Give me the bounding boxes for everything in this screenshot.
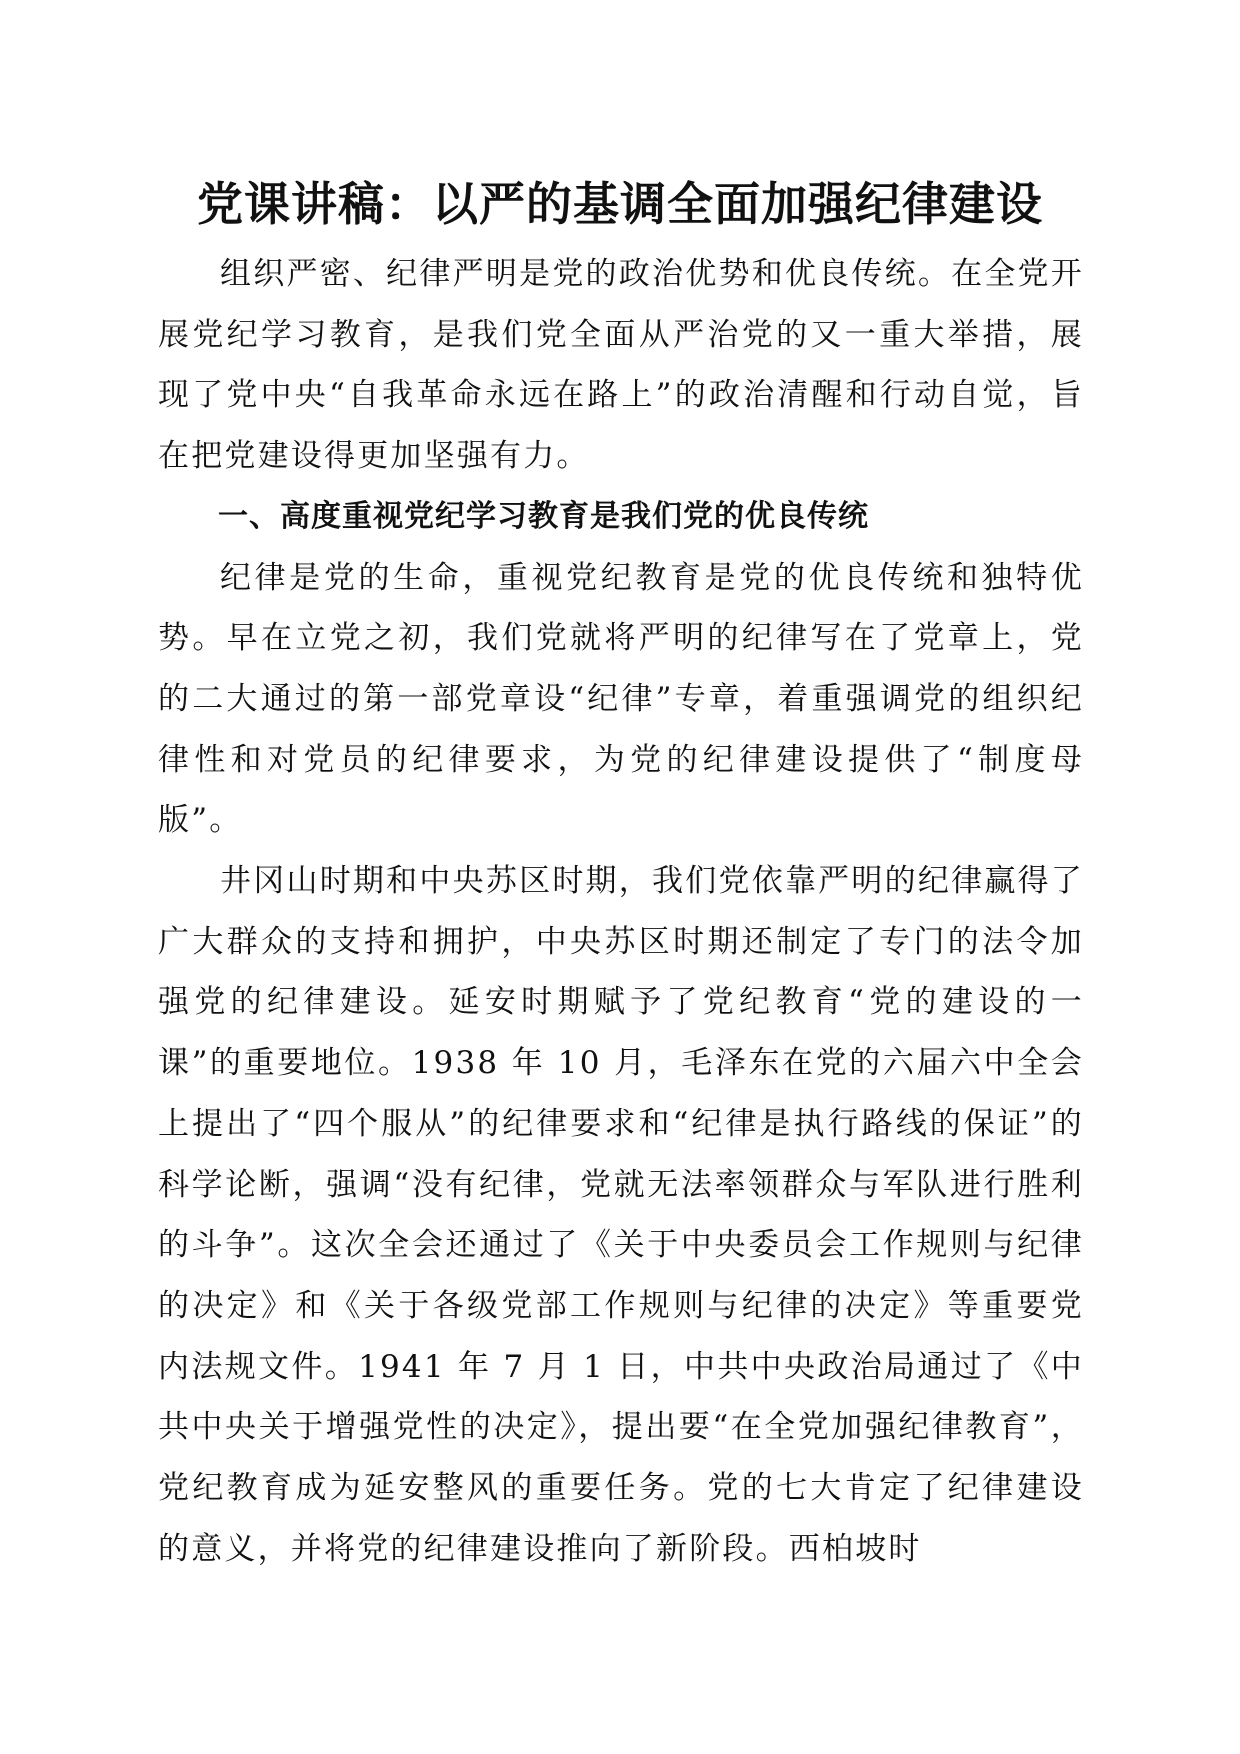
body-paragraph: 井冈山时期和中央苏区时期，我们党依靠严明的纪律赢得了广大群众的支持和拥护，中央苏区时期还制定了专门的法令加强党的纪律建设。延安时期赋予了党纪教育“党的建设的一课”的重要地位。1938 年 10 月，毛泽东在党的六届六中全会上提出了“四个服从”的纪律要求和“纪律是执行路线的保证”的科学论断，强调“没有纪律，党就无法率领群众与军队进行胜利的斗争”。这次全会还通过了《关于中央委员会工作规则与纪律的决定》和《关于各级党部工作规则与纪律的决定》等重要党内法规文件。1941 年 7 月 1 日，中共中央政治局通过了《中共中央关于增强党性的决定》，提出要“在全党加强纪律教育”，党纪教育成为延安整风的重要任务。党的七大肯定了纪律建设的意义，并将党的纪律建设推向了新阶段。西柏坡时 [158,863,1084,1567]
section-heading: 一、高度重视党纪学习教育是我们党的优良传统 [218,498,869,534]
document-title: 党课讲稿：以严的基调全面加强纪律建设 [197,177,1043,231]
intro-paragraph: 组织严密、纪律严明是党的政治优势和优良传统。在全党开展党纪学习教育，是我们党全面从严治党的又一重大举措，展现了党中央“自我革命永远在路上”的政治清醒和行动自觉，旨在把党建设得更加坚强有力。 [158,256,1084,475]
body-paragraph: 纪律是党的生命，重视党纪教育是党的优良传统和独特优势。早在立党之初，我们党就将严明的纪律写在了党章上，党的二大通过的第一部党章设“纪律”专章，着重强调党的组织纪律性和对党员的纪律要求，为党的纪律建设提供了“制度母版”。 [158,559,1084,839]
document-body [158,244,1084,1579]
